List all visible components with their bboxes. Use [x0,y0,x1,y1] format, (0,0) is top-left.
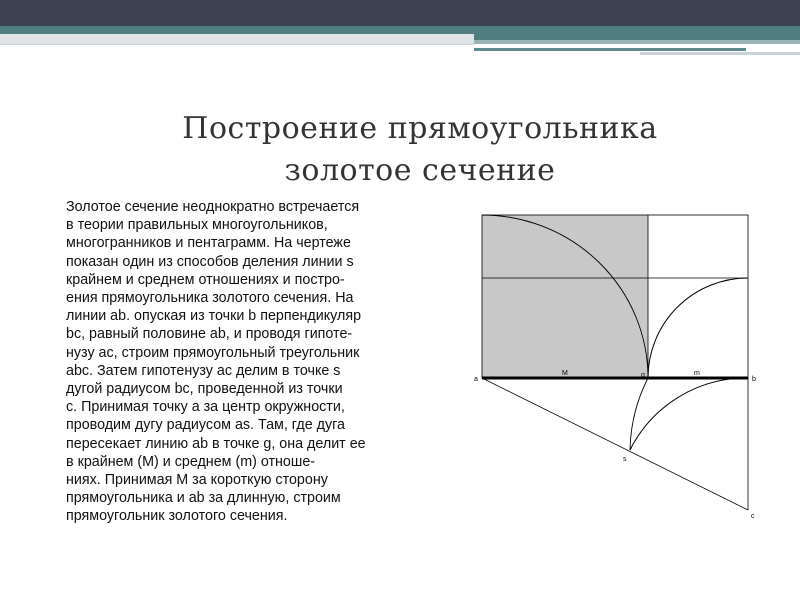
label-a: a [474,376,478,383]
body-line: bc, равный половине ab, и проводя гипоте- [66,326,353,343]
body-line: Золотое сечение неоднократно встречается [66,199,360,215]
title-line-1: Построение прямоугольника [182,111,658,146]
body-line: дугой радиусом bc, проведенной из точки [66,381,343,398]
body-line: в теории правильных многоугольников, [66,217,328,234]
arc-radius-bc [630,378,748,450]
golden-rectangle-fill [482,215,648,378]
body-line: крайнем и среднем отношениях и постро- [66,271,345,288]
slide-title [90,108,750,192]
body-line: показан один из способов деления линии s [66,253,354,270]
body-line: ения прямоугольника золотого сечения. На [66,290,354,307]
golden-rectangle-diagram [470,205,770,530]
label-M: M [562,370,568,377]
header-stripe-accent [474,40,800,44]
header-stripe-light [0,34,474,45]
body-line: прямоугольник золотого сечения. [66,508,288,525]
body-line: проводим дугу радиусом as. Там, где дуга [66,417,345,434]
arc-radius-as [630,378,648,450]
body-line: нузу ac, строим прямоугольный треугольник [66,344,360,361]
title-line-2: золотое сечение [284,153,556,188]
label-s: s [623,456,627,463]
label-b: b [752,376,756,383]
label-g: g [641,372,645,379]
body-line: c. Принимая точку a за центр окружности, [66,399,345,416]
body-line: пересекает линию ab в точке g, она делит ее [66,435,366,452]
header-stripe-line [474,48,746,51]
body-line: линии ab. опуская из точки b перпендикуляр [66,308,362,325]
header-bar [0,0,800,26]
line-ac [482,378,748,510]
body-line: abc. Затем гипотенузу ac делим в точке s [66,362,341,379]
label-c: c [751,513,755,520]
body-paragraph [66,198,446,526]
body-line: ниях. Принимая M за короткую сторону [66,472,328,489]
header-stripe-pale [640,52,800,55]
body-line: прямоугольника и ab за длинную, строим [66,490,341,507]
label-m: m [694,370,700,377]
body-line: в крайнем (M) и среднем (m) отноше- [66,453,316,470]
arc-upper-right [648,278,748,378]
body-line: многогранников и пентаграмм. На чертеже [66,235,351,252]
